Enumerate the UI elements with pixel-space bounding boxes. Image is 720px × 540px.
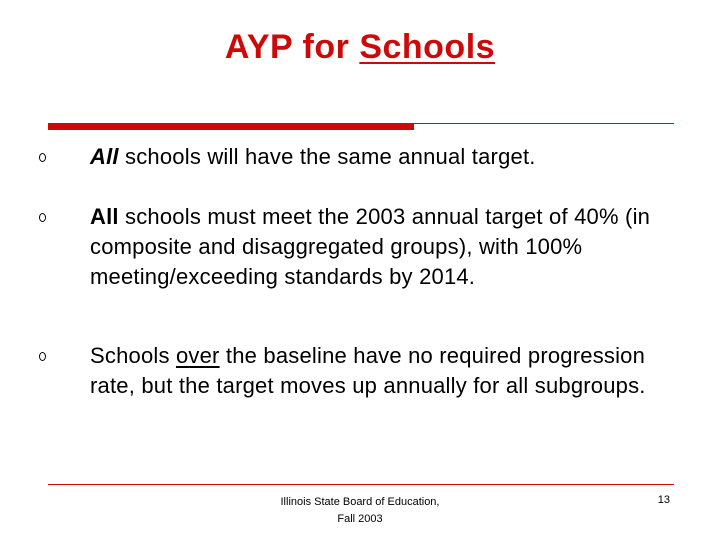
bullet-2-lead: All [90, 204, 119, 229]
hollow-bullet-icon [39, 153, 46, 162]
hollow-bullet-icon [39, 213, 46, 222]
footer-line-1: Illinois State Board of Education, [280, 496, 440, 508]
title-divider-thick [48, 123, 414, 130]
footer-divider [48, 484, 674, 485]
bullet-item-2 [90, 202, 670, 292]
bullet-1-text: schools will have the same annual target. [118, 144, 536, 169]
bullet-3-pre: Schools [90, 343, 176, 368]
title-divider-thin [414, 123, 674, 124]
slide-title [0, 28, 720, 67]
bullet-3-emphasis: over [175, 343, 220, 368]
bullet-item-1 [90, 142, 670, 172]
title-prefix: AYP for [224, 28, 360, 66]
bullet-item-3 [90, 341, 670, 401]
hollow-bullet-icon [39, 352, 46, 361]
title-emphasis: Schools [359, 28, 496, 66]
bullet-1-lead: All [90, 144, 119, 169]
bullet-2-text: schools must meet the 2003 annual target of 40% (in composite and disaggregated groups), with 100% meeting/exceeding standards by 2014. [90, 204, 651, 289]
bullet-3-text: the baseline have no required progression rate, but the target moves up annually for all subgroups. [90, 343, 646, 398]
footer-line-2: Fall 2003 [337, 513, 383, 525]
footer-source [250, 494, 470, 528]
page-number: 13 [657, 494, 670, 506]
